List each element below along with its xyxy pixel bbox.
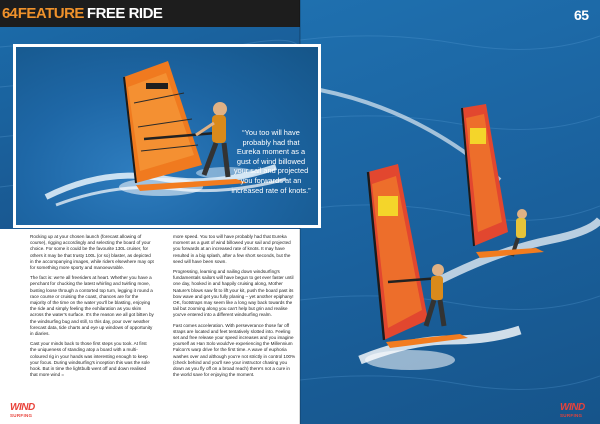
paragraph: Rocking up at your chosen launch (forecast allowing of course), rigging accordingly and selecting the board of your choice. For some it could be the favourite 130L cruiser, for others it may be that trusty 100L (or so) blaster, as depicted in the accompanying images, while riders elsewhere may opt for something more sporty and manoeuvrable.	[30, 234, 154, 271]
feature-title: FREE RIDE	[86, 5, 163, 22]
paragraph: Fast comes acceleration. With perseverance those far off straps are located and feet tentatively slotted into. Feeling set and free release your speed increases and you imagine yourself as Han Solo would've experiencing the Millennium Falcon's warp drive for the first time. A wave of euphoria washes over and although you're not strictly in control 100% (check behind and you'll see your instructor chasing you down as you fly off on a broad reach) there's not a cure in the world save for enjoying the moment.	[173, 322, 296, 378]
logo-wordmark: WIND	[560, 402, 585, 413]
right-page-photo	[300, 0, 600, 424]
body-column-1	[30, 234, 154, 382]
section-label: FEATURE	[17, 5, 84, 22]
section-header	[0, 0, 300, 27]
paragraph: The fact is: we're all freeriders at heart. Whether you have a penchant for chucking the latest whirling and twirling move, busting loose through a contorted top turn, legging it round a race course or cruising the coast, chances are for the majority of the time on the water you'll be blasting, enjoying the ride and simply feeling the exhilaration as you skim across the water's surface. It's the reason we all got bitten by the windsurfing bug and still, to this day, pour over weather forecast data, tide charts and eye up windows of opportunity in diaries.	[30, 275, 154, 337]
paragraph: Cast your minds back to those first steps you took. At first the uniqueness of standing atop a board with a multi-coloured rig in your hands was interesting enough to keep your focus. During windsurfing's inception this was the sole hook. But in time the lightbulb went off and down realised that more wind =	[30, 341, 150, 378]
logo-subtitle: SURFING	[10, 413, 33, 418]
two-windsurfers-illustration	[300, 0, 600, 424]
paragraph: more speed. You too will have probably had that Eureka moment as a gust of wind billowed your sail and projected you forwards at an increased rate of knots. It may have resulted in a big splash, after a few short seconds, but the seed will have been sown.	[173, 234, 291, 264]
body-column-2	[173, 234, 297, 382]
front-rider	[426, 264, 444, 326]
back-sail	[462, 104, 508, 246]
rider	[196, 102, 228, 177]
logo-wordmark: WIND	[10, 402, 35, 413]
page-number-left: 64	[2, 5, 17, 22]
logo-subtitle: SURFING	[560, 413, 583, 418]
page-number-right: 65	[574, 7, 589, 23]
front-sail	[368, 164, 428, 340]
magazine-logo-right	[560, 403, 585, 418]
magazine-logo-left	[10, 403, 35, 418]
sail-orange	[124, 61, 202, 183]
pull-quote: “You too will have probably had that Eureka moment as a gust of wind billowed your sail and projected you forwards at an increased rate of knots.”	[231, 128, 311, 195]
paragraph: Progressing, learning and nailing down windsurfing's fundamentals sailors will have begun to get ever faster until one day, hooked in and happily cruising along, Mother Nature's blows saw fit to lift your kit, push the board past its bow wave and get you fully planing – yet another epiphany! OK, footstraps may seem like a long way back towards the tail but zooming along you can't help but grin and realise you've entered into a different windsurfing realm.	[173, 269, 294, 318]
